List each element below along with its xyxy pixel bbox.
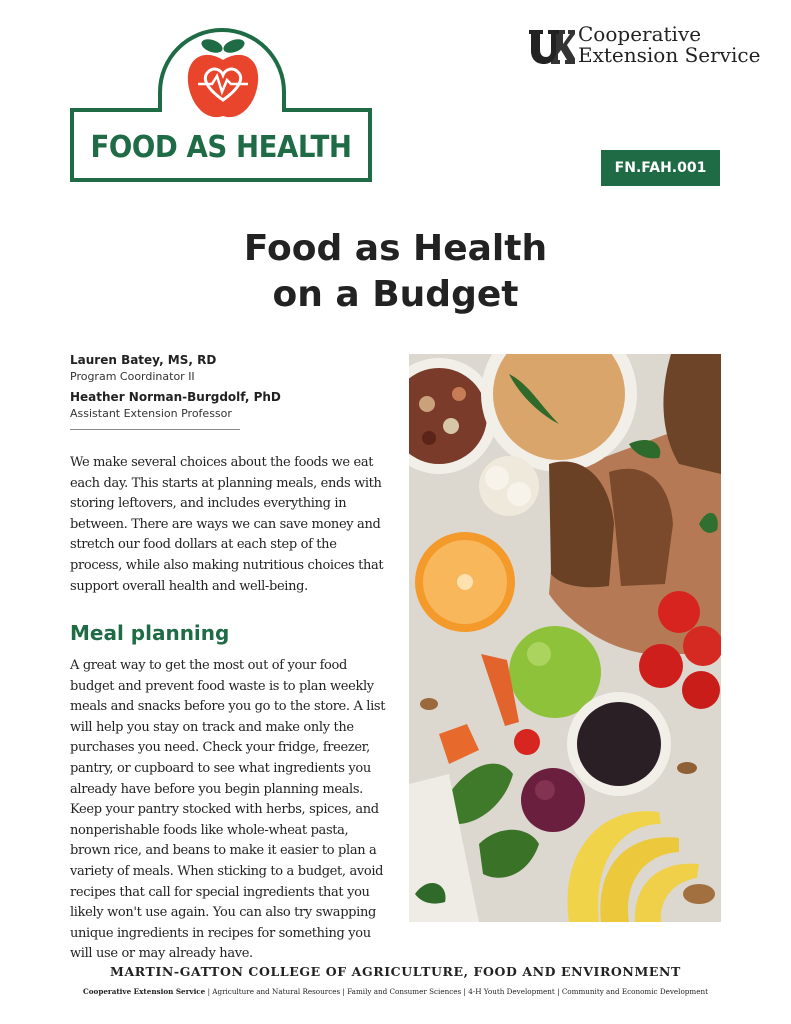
title-line-1: Food as Health xyxy=(243,228,548,269)
organization-line-1: Cooperative xyxy=(578,22,702,46)
section-paragraph: A great way to get the most out of your food budget and prevent food waste is to plan weekly meals and snacks before you go to the store. A list will help you stay on track and make only the purchases you need. Check your fridge, freezer, pantry, or cupboard to see what ingredients you already have before you begin planning meals. Keep your pantry stocked with herbs, spices, and nonperishable foods like whole-wheat pasta, brown rice, and beans to make it easier to plan a variety of meals. When sticking to a budget, avoid recipes that call for special ingredients that you likely won't use again. You can also try swapping unique ingredients in recipes for something you will use or may already have. xyxy=(70,658,386,962)
intro-paragraph: We make several choices about the foods we eat each day. This starts at planning meals, ends with storing leftovers, and includes everything in between. There are ways we can save money and stretch our food dollars at each step of the process, while also making nutritious choices that support overall health and well-being. xyxy=(70,455,384,594)
food-photo xyxy=(409,354,721,922)
footer-unit-2: Agriculture and Natural Resources xyxy=(212,987,341,996)
footer-separator: | xyxy=(342,987,345,996)
uk-mark-icon xyxy=(527,28,575,66)
author-role-2: Assistant Extension Professor xyxy=(70,407,232,420)
footer-unit-4: 4-H Youth Development xyxy=(468,987,555,996)
footer-separator: | xyxy=(463,987,466,996)
author-name-2: Heather Norman-Burgdolf, PhD xyxy=(70,390,281,404)
footer-separator: | xyxy=(557,987,560,996)
title-line-2: on a Budget xyxy=(272,274,519,315)
publication-code-badge: FN.FAH.001 xyxy=(601,150,720,186)
author-divider xyxy=(70,429,240,430)
apple-heart-icon xyxy=(184,38,262,122)
organization-name xyxy=(578,24,760,66)
footer-units xyxy=(0,987,791,996)
footer-unit-5: Community and Economic Development xyxy=(561,987,708,996)
footer-separator: | xyxy=(207,987,210,996)
author-name-1: Lauren Batey, MS, RD xyxy=(70,353,217,367)
page-title xyxy=(0,226,791,318)
section-heading: Meal planning xyxy=(70,621,230,645)
logo-text: FOOD AS HEALTH xyxy=(90,130,352,165)
author-role-1: Program Coordinator II xyxy=(70,370,195,383)
organization-line-2: Extension Service xyxy=(578,43,761,67)
footer-unit-3: Family and Consumer Sciences xyxy=(347,987,462,996)
footer-college: MARTIN-GATTON COLLEGE OF AGRICULTURE, FOOD AND ENVIRONMENT xyxy=(110,964,681,979)
footer-unit-1: Cooperative Extension Service xyxy=(83,987,206,996)
